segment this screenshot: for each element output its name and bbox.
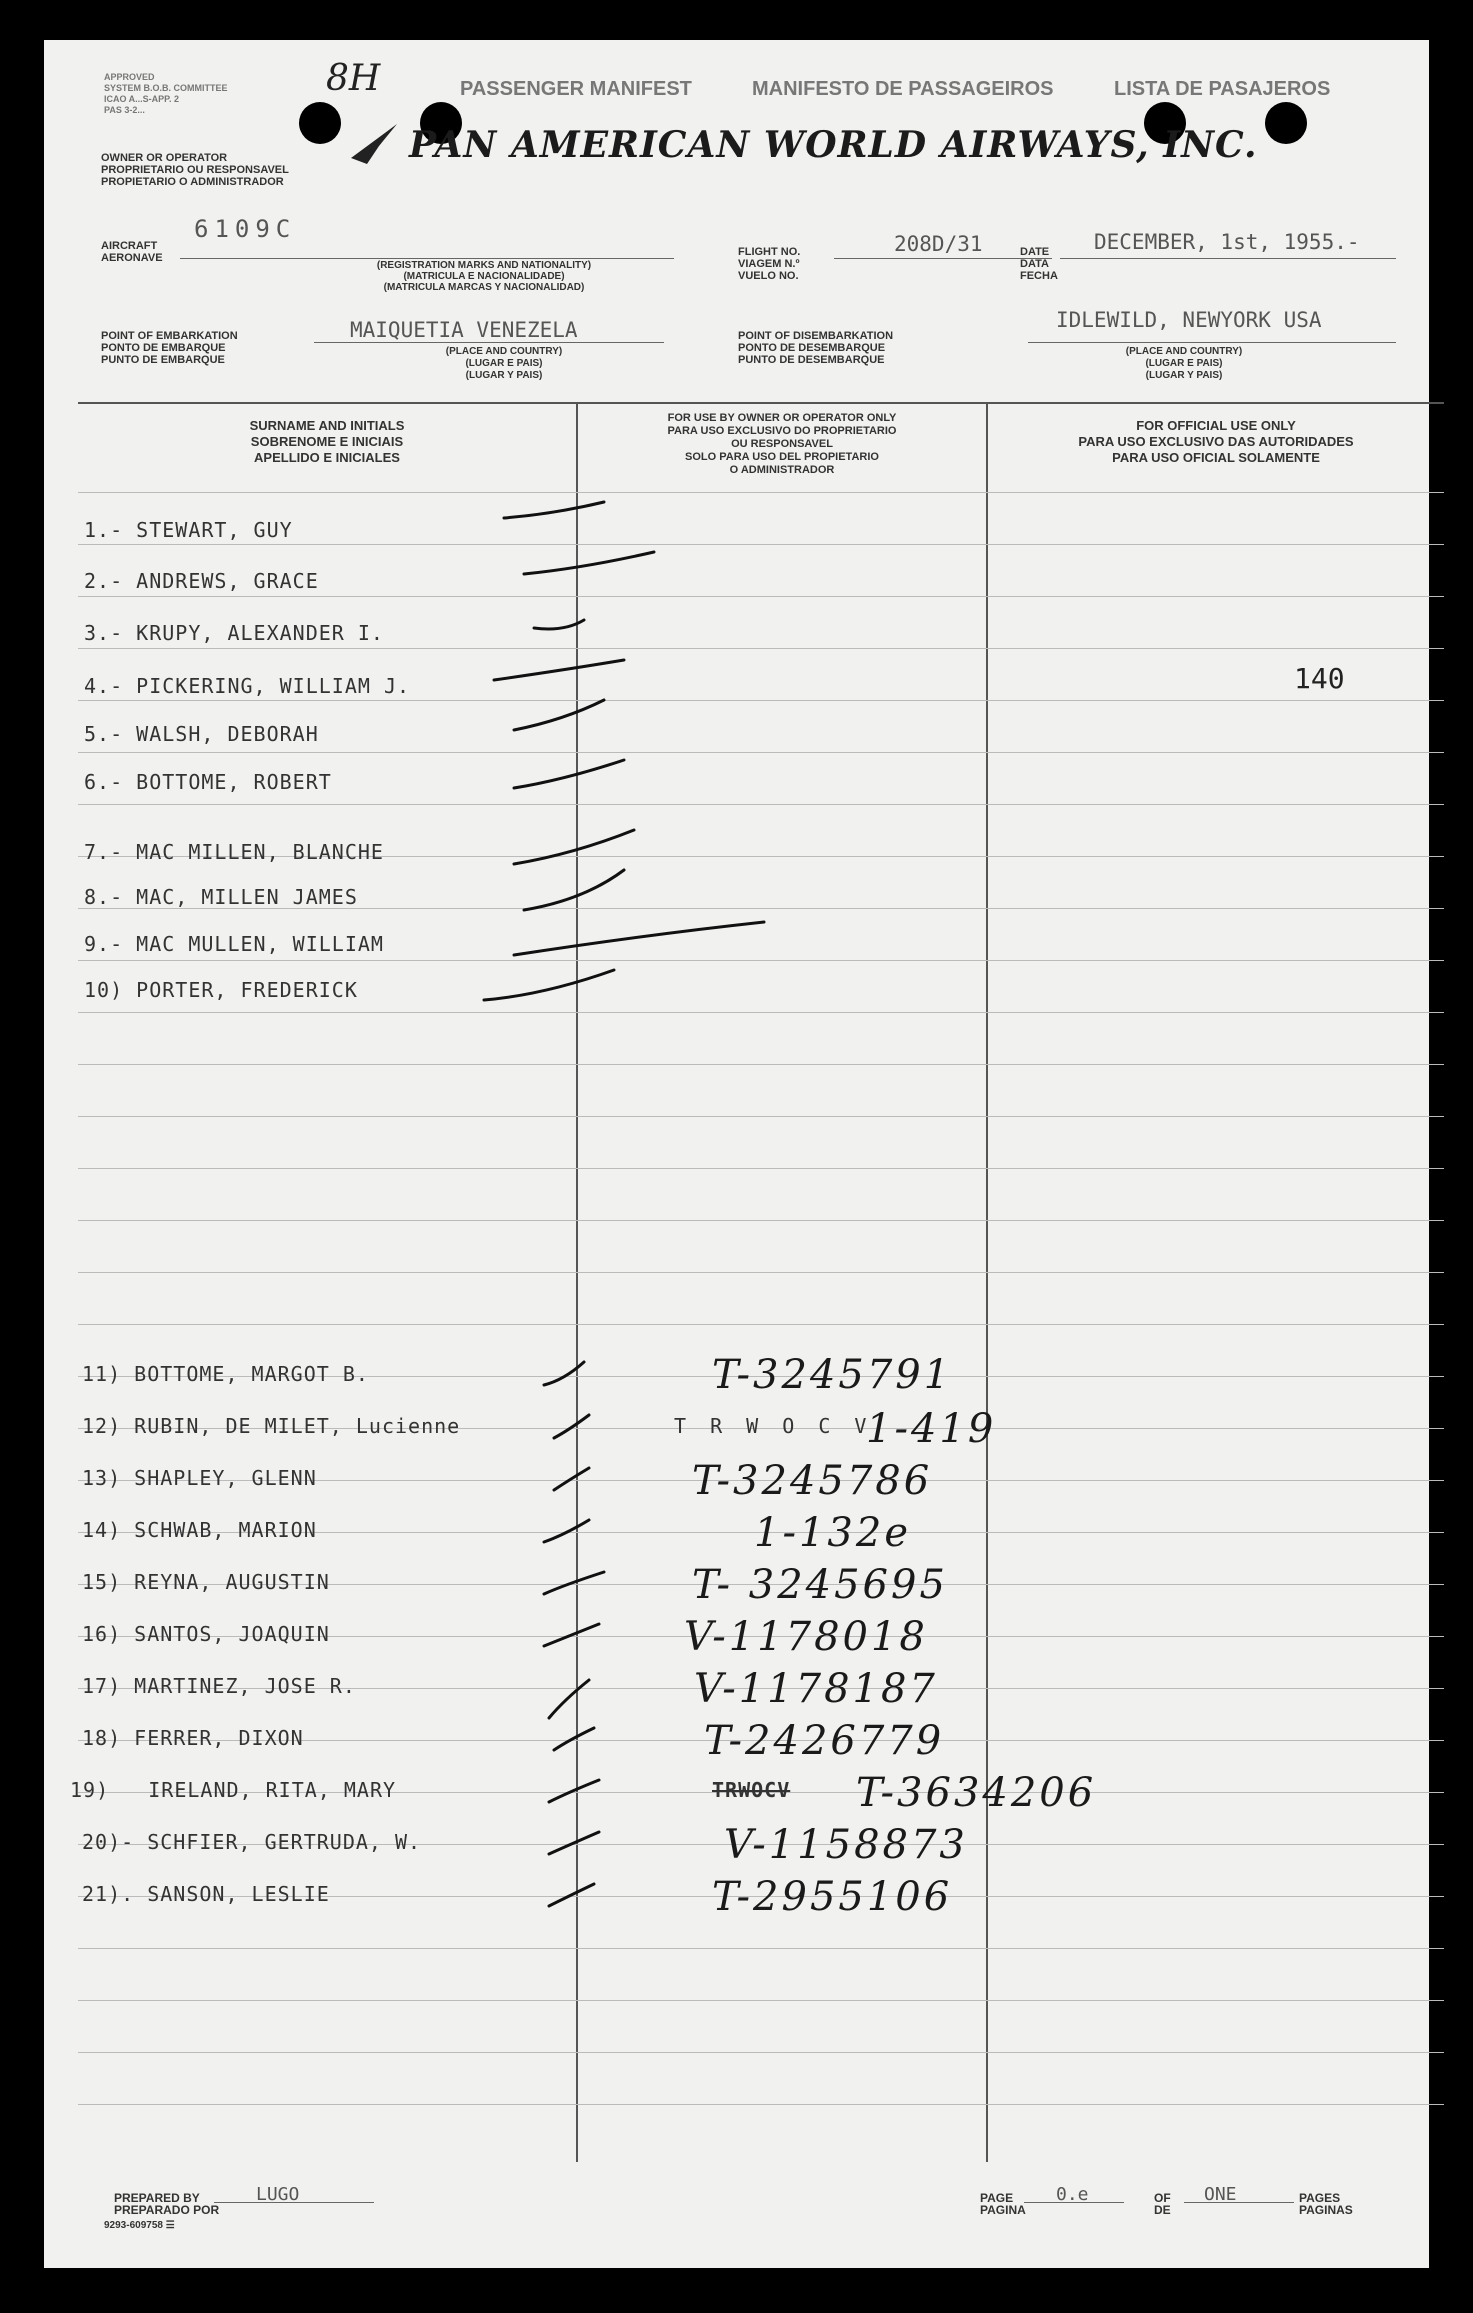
passenger-name: BOTTOME, MARGOT B.: [134, 1362, 369, 1386]
approval-line: PAS 3-2...: [104, 105, 145, 115]
official-note: 140: [1294, 662, 1345, 695]
document-number: V-1178187: [694, 1666, 938, 1712]
passenger-name: WALSH, DEBORAH: [136, 722, 319, 746]
passenger-name: KRUPY, ALEXANDER I.: [136, 621, 384, 645]
check-mark-icon: [549, 1832, 599, 1854]
date-label: DATE: [1020, 246, 1050, 258]
approval-line: ICAO A...S-APP. 2: [104, 94, 180, 104]
check-mark-icon: [504, 502, 604, 518]
check-mark-icon: [544, 1624, 599, 1646]
row-number: 6.-: [84, 770, 124, 794]
prepared-label: PREPARADO POR: [114, 2203, 220, 2217]
row-number: 20)-: [82, 1830, 135, 1854]
aircraft-value: 6109C: [194, 215, 297, 243]
document-number: 1-132e: [754, 1510, 911, 1556]
embarkation-label: PONTO DE EMBARQUE: [101, 342, 226, 354]
check-mark-icon: [549, 1780, 599, 1802]
row-number: 11): [82, 1362, 122, 1386]
passenger-name: SCHWAB, MARION: [134, 1518, 317, 1542]
column-header-line: SURNAME AND INITIALS: [249, 418, 405, 433]
passenger-name: REYNA, AUGUSTIN: [134, 1570, 330, 1594]
column-header-line: O ADMINISTRADOR: [729, 464, 835, 476]
aircraft-sub-label: (MATRICULA MARCAS Y NACIONALIDAD): [383, 282, 585, 293]
of-labels: [1154, 2192, 1171, 2216]
check-mark-icon: [534, 620, 584, 629]
prepared-label: PREPARED BY: [114, 2191, 200, 2205]
passenger-name: IRELAND, RITA, MARY: [148, 1778, 397, 1802]
column-header-line: PARA USO EXCLUSIVO DO PROPRIETARIO: [667, 425, 897, 437]
document-number: 1-419: [866, 1406, 997, 1452]
owner-label: PROPIETARIO O ADMINISTRADOR: [101, 176, 284, 188]
check-mark-icon: [544, 1572, 604, 1594]
passenger-name: RUBIN, DE MILET, Lucienne: [134, 1414, 461, 1438]
disembarkation-label: PONTO DE DESEMBARQUE: [738, 342, 886, 354]
check-mark-icon: [514, 760, 624, 788]
title-manifesto: MANIFESTO DE PASSAGEIROS: [752, 78, 1054, 100]
prepared-labels: [114, 2192, 219, 2216]
row-number: 16): [82, 1622, 122, 1646]
check-mark-icon: [544, 1362, 584, 1385]
column-header-line: SOLO PARA USO DEL PROPIETARIO: [685, 451, 879, 463]
title-lista: LISTA DE PASAJEROS: [1114, 78, 1331, 100]
date-label: FECHA: [1020, 270, 1058, 282]
flight-label: VIAGEM N.º: [738, 258, 800, 270]
passenger-name: MAC, MILLEN JAMES: [136, 885, 358, 909]
check-mark-icon: [514, 922, 764, 955]
check-mark-icon: [549, 1680, 589, 1718]
row-number: 5.-: [84, 722, 124, 746]
embarkation-sub-label: (LUGAR E PAIS): [465, 358, 543, 369]
of-underline: [1184, 2202, 1294, 2203]
check-mark-icon: [554, 1468, 589, 1490]
aircraft-label: AIRCRAFT: [101, 240, 158, 252]
pages-label: PAGES: [1299, 2191, 1341, 2205]
row-number: 19): [70, 1778, 110, 1802]
typed-prefix: T R W O C V: [674, 1414, 873, 1438]
approval-line: SYSTEM B.O.B. COMMITTEE: [104, 83, 228, 93]
disembarkation-label: PUNTO DE DESEMBARQUE: [738, 354, 885, 366]
row-number: 2.-: [84, 569, 124, 593]
page-label: PAGINA: [980, 2203, 1026, 2217]
check-mark-icon: [484, 970, 614, 1000]
check-mark-icon: [554, 1728, 594, 1750]
disembarkation-sub-label: (LUGAR E PAIS): [1145, 358, 1223, 369]
passenger-name: MARTINEZ, JOSE R.: [134, 1674, 356, 1698]
embarkation-sub-label: (LUGAR Y PAIS): [465, 370, 543, 381]
row-number: 7.-: [84, 840, 124, 864]
disembarkation-sub-label: (LUGAR Y PAIS): [1145, 370, 1223, 381]
flight-value: 208D/31: [894, 232, 983, 256]
row-number: 21).: [82, 1882, 135, 1906]
passenger-name: SANSON, LESLIE: [147, 1882, 330, 1906]
row-number: 4.-: [84, 674, 124, 698]
row-number: 12): [82, 1414, 122, 1438]
check-mark-icon: [544, 1520, 589, 1542]
row-number: 1.-: [84, 518, 124, 542]
passenger-name: MAC MILLEN, BLANCHE: [136, 840, 384, 864]
passenger-name: PICKERING, WILLIAM J.: [136, 674, 411, 698]
row-number: 18): [82, 1726, 122, 1750]
document-number: T-3634206: [856, 1770, 1097, 1816]
passenger-name: MAC MULLEN, WILLIAM: [136, 932, 384, 956]
aircraft-sub-label: (MATRICULA E NACIONALIDADE): [403, 271, 565, 282]
approval-line: APPROVED: [104, 72, 155, 82]
airline-name: PAN AMERICAN WORLD AIRWAYS, INC.: [409, 124, 1258, 166]
document-number: T-2955106: [712, 1874, 953, 1920]
passenger-name: ANDREWS, GRACE: [136, 569, 319, 593]
aircraft-sub-label: (REGISTRATION MARKS AND NATIONALITY): [376, 260, 592, 271]
struck-prefix: TRWOCV: [712, 1778, 791, 1802]
of-label: OF: [1154, 2191, 1171, 2205]
passenger-name: STEWART, GUY: [136, 518, 293, 542]
passenger-name: PORTER, FREDERICK: [136, 978, 358, 1002]
check-mark-icon: [524, 552, 654, 574]
owner-label: PROPRIETARIO OU RESPONSAVEL: [101, 164, 289, 176]
row-number: 9.-: [84, 932, 124, 956]
passenger-name: FERRER, DIXON: [134, 1726, 304, 1750]
total-pages-value: ONE: [1204, 2184, 1237, 2205]
column-header-line: SOBRENOME E INICIAIS: [250, 434, 404, 449]
page-labels: [980, 2192, 1026, 2216]
row-number: 10): [84, 978, 124, 1002]
row-number: 13): [82, 1466, 122, 1490]
disembarkation-label: POINT OF DISEMBARKATION: [738, 330, 894, 342]
embarkation-label: POINT OF EMBARKATION: [101, 330, 238, 342]
title-passenger-manifest: PASSENGER MANIFEST: [460, 78, 692, 100]
column-header-line: OU RESPONSAVEL: [731, 438, 833, 450]
pages-labels: [1299, 2192, 1353, 2216]
form-code: 9293-609758 ☰: [104, 2220, 175, 2231]
check-mark-icon: [514, 830, 634, 864]
check-mark-icon: [549, 1884, 594, 1906]
document-number: T- 3245695: [692, 1562, 948, 1608]
embarkation-label: PUNTO DE EMBARQUE: [101, 354, 225, 366]
date-label: DATA: [1020, 258, 1049, 270]
passenger-name: BOTTOME, ROBERT: [136, 770, 332, 794]
embarkation-sub-label: (PLACE AND COUNTRY): [445, 346, 563, 357]
aircraft-label: AERONAVE: [101, 252, 163, 264]
of-label: DE: [1154, 2203, 1171, 2217]
prepared-by-value: LUGO: [256, 2184, 300, 2205]
document-number: T-3245786: [692, 1458, 933, 1504]
page-value: 0.e: [1056, 2184, 1089, 2205]
column-header-line: FOR USE BY OWNER OR OPERATOR ONLY: [667, 412, 897, 424]
passenger-name: SCHFIER, GERTRUDA, W.: [147, 1830, 422, 1854]
column-header-line: PARA USO EXCLUSIVO DAS AUTORIDADES: [1078, 434, 1354, 449]
embarkation-value: MAIQUETIA VENEZELA: [350, 318, 578, 342]
document-number: V-1158873: [724, 1822, 968, 1868]
flight-label: VUELO NO.: [738, 270, 799, 282]
check-mark-icon: [494, 660, 624, 680]
passenger-name: SHAPLEY, GLENN: [134, 1466, 317, 1490]
row-number: 14): [82, 1518, 122, 1542]
check-mark-icon: [524, 870, 624, 910]
flight-label: FLIGHT NO.: [738, 246, 801, 258]
passenger-name: SANTOS, JOAQUIN: [134, 1622, 330, 1646]
manifest-page: [44, 40, 1429, 2268]
row-number: 15): [82, 1570, 122, 1594]
owner-label: OWNER OR OPERATOR: [101, 152, 228, 164]
row-number: 3.-: [84, 621, 124, 645]
date-value: DECEMBER, 1st, 1955.-: [1094, 230, 1360, 254]
pages-label: PAGINAS: [1299, 2203, 1353, 2217]
check-mark-icon: [514, 700, 604, 730]
row-number: 17): [82, 1674, 122, 1698]
column-header-line: APELLIDO E INICIALES: [254, 450, 400, 465]
disembarkation-value: IDLEWILD, NEWYORK USA: [1056, 308, 1322, 332]
document-number: T-3245791: [712, 1352, 953, 1398]
page-label: PAGE: [980, 2191, 1014, 2205]
column-header-line: PARA USO OFICIAL SOLAMENTE: [1112, 450, 1320, 465]
row-number: 8.-: [84, 885, 124, 909]
column-header-line: FOR OFFICIAL USE ONLY: [1136, 418, 1296, 433]
check-mark-icon: [554, 1415, 589, 1438]
handwritten-code: 8H: [326, 58, 381, 99]
document-number: V-1178018: [684, 1614, 928, 1660]
document-number: T-2426779: [704, 1718, 945, 1764]
disembarkation-sub-label: (PLACE AND COUNTRY): [1125, 346, 1243, 357]
check-marks: [44, 40, 1429, 2268]
